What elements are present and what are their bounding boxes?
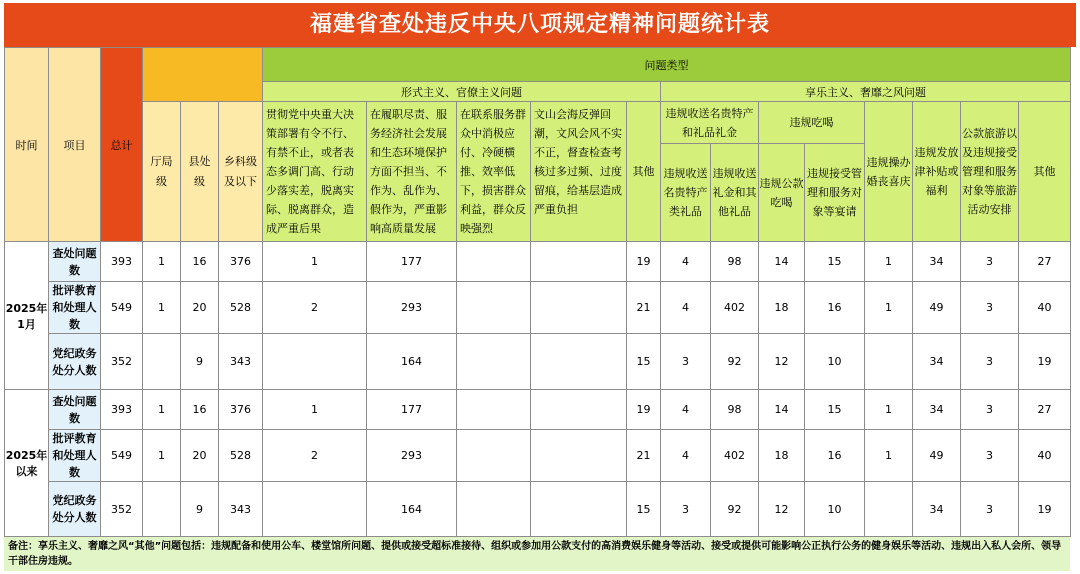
- cell-f2: 177: [367, 242, 457, 282]
- cell-total: 352: [101, 482, 143, 537]
- cell-f1: 1: [263, 390, 367, 430]
- cell-h-gift2: 402: [711, 282, 759, 334]
- cell-xian: 16: [181, 390, 219, 430]
- cell-h-wed: 1: [865, 282, 913, 334]
- cell-h-gift1: 3: [661, 482, 711, 537]
- header-h-eat1: 违规公款吃喝: [759, 144, 805, 242]
- cell-h-eat2: 10: [805, 334, 865, 390]
- cell-h-eat1: 14: [759, 390, 805, 430]
- cell-h-gift1: 4: [661, 430, 711, 482]
- cell-total: 393: [101, 242, 143, 282]
- header-f3: 在联系服务群众中消极应付、冷硬横推、效率低下，损害群众利益，群众反映强烈: [457, 102, 531, 242]
- item-label: 批评教育和处理人数: [49, 282, 101, 334]
- table-row: [5, 482, 1071, 537]
- cell-xiang: 528: [219, 282, 263, 334]
- cell-f2: 164: [367, 482, 457, 537]
- cell-h-wed: [865, 334, 913, 390]
- cell-h-travel: 3: [961, 242, 1019, 282]
- cell-f4: [531, 390, 627, 430]
- cell-f1: 2: [263, 430, 367, 482]
- cell-total: 549: [101, 282, 143, 334]
- header-xian: 县处级: [181, 102, 219, 242]
- header-f2: 在履职尽责、服务经济社会发展和生态环境保护方面不担当、不作为、乱作为、假作为，严重影响高质量发展: [367, 102, 457, 242]
- table-row: [5, 390, 1071, 430]
- header-xiang: 乡科级及以下: [219, 102, 263, 242]
- cell-f2: 177: [367, 390, 457, 430]
- cell-h-eat1: 14: [759, 242, 805, 282]
- header-h-travel: 公款旅游以及违规接受管理和服务对象等旅游活动安排: [961, 102, 1019, 242]
- header-item: 项目: [49, 48, 101, 242]
- cell-f3: [457, 282, 531, 334]
- cell-f3: [457, 334, 531, 390]
- header-h-gift: 违规收送名贵特产和礼品礼金: [661, 102, 759, 144]
- header-level-band: [143, 48, 263, 102]
- cell-xian: 20: [181, 430, 219, 482]
- cell-f3: [457, 390, 531, 430]
- period-label: 2025年1月: [5, 242, 49, 390]
- cell-f1: [263, 334, 367, 390]
- header-h-wed: 违规操办婚丧喜庆: [865, 102, 913, 242]
- cell-xiang: 343: [219, 334, 263, 390]
- header-h-gift1: 违规收送名贵特产类礼品: [661, 144, 711, 242]
- cell-h-travel: 3: [961, 390, 1019, 430]
- cell-f-other: 15: [627, 334, 661, 390]
- cell-h-wed: 1: [865, 390, 913, 430]
- cell-f2: 293: [367, 282, 457, 334]
- cell-ting: [143, 482, 181, 537]
- cell-f-other: 19: [627, 242, 661, 282]
- cell-h-wed: 1: [865, 242, 913, 282]
- item-label: 查处问题数: [49, 390, 101, 430]
- cell-f3: [457, 482, 531, 537]
- header-time: 时间: [5, 48, 49, 242]
- cell-h-allow: 34: [913, 482, 961, 537]
- cell-h-other: 27: [1019, 390, 1071, 430]
- cell-h-gift1: 4: [661, 390, 711, 430]
- cell-h-eat2: 16: [805, 430, 865, 482]
- cell-h-travel: 3: [961, 482, 1019, 537]
- table-row: [5, 430, 1071, 482]
- cell-f-other: 19: [627, 390, 661, 430]
- cell-xiang: 343: [219, 482, 263, 537]
- cell-h-gift2: 98: [711, 242, 759, 282]
- cell-f4: [531, 482, 627, 537]
- header-f-other: 其他: [627, 102, 661, 242]
- cell-h-other: 40: [1019, 282, 1071, 334]
- item-label: 党纪政务处分人数: [49, 482, 101, 537]
- cell-f-other: 21: [627, 282, 661, 334]
- cell-xian: 16: [181, 242, 219, 282]
- cell-h-eat2: 16: [805, 282, 865, 334]
- cell-xian: 9: [181, 334, 219, 390]
- cell-h-eat1: 18: [759, 430, 805, 482]
- cell-f4: [531, 430, 627, 482]
- cell-ting: [143, 334, 181, 390]
- cell-h-wed: [865, 482, 913, 537]
- cell-ting: 1: [143, 430, 181, 482]
- cell-f-other: 15: [627, 482, 661, 537]
- cell-xiang: 528: [219, 430, 263, 482]
- cell-xiang: 376: [219, 242, 263, 282]
- cell-ting: 1: [143, 282, 181, 334]
- cell-h-gift1: 3: [661, 334, 711, 390]
- cell-h-gift2: 92: [711, 334, 759, 390]
- cell-xian: 20: [181, 282, 219, 334]
- item-label: 党纪政务处分人数: [49, 334, 101, 390]
- cell-h-gift2: 92: [711, 482, 759, 537]
- cell-xian: 9: [181, 482, 219, 537]
- cell-h-other: 19: [1019, 334, 1071, 390]
- header-hedonism: 享乐主义、奢靡之风问题: [661, 82, 1071, 102]
- cell-h-other: 27: [1019, 242, 1071, 282]
- item-label: 查处问题数: [49, 242, 101, 282]
- table-row: [5, 282, 1071, 334]
- cell-h-allow: 49: [913, 430, 961, 482]
- header-ting: 厅局级: [143, 102, 181, 242]
- cell-f2: 293: [367, 430, 457, 482]
- cell-h-wed: 1: [865, 430, 913, 482]
- cell-h-eat1: 12: [759, 482, 805, 537]
- cell-f1: 1: [263, 242, 367, 282]
- cell-f2: 164: [367, 334, 457, 390]
- cell-h-travel: 3: [961, 282, 1019, 334]
- item-label: 批评教育和处理人数: [49, 430, 101, 482]
- statistics-table: [4, 47, 1071, 537]
- cell-total: 549: [101, 430, 143, 482]
- cell-h-allow: 34: [913, 242, 961, 282]
- header-total: 总计: [101, 48, 143, 242]
- period-label: 2025年以来: [5, 390, 49, 537]
- cell-f-other: 21: [627, 430, 661, 482]
- header-f4: 文山会海反弹回潮，文风会风不实不正，督查检查考核过多过频、过度留痕，给基层造成严重负担: [531, 102, 627, 242]
- header-formalism: 形式主义、官僚主义问题: [263, 82, 661, 102]
- cell-f1: [263, 482, 367, 537]
- cell-total: 393: [101, 390, 143, 430]
- footnote: 备注：享乐主义、奢靡之风“其他”问题包括：违规配备和使用公车、楼堂馆所问题、提供或接受超标准接待、组织或参加用公款支付的高消费娱乐健身等活动、接受或提供可能影响公正执行公务的健身娱乐等活动、违规出入私人会所、领导干部住房违规。: [4, 537, 1070, 571]
- cell-h-eat1: 18: [759, 282, 805, 334]
- cell-h-travel: 3: [961, 430, 1019, 482]
- header-h-eat: 违规吃喝: [759, 102, 865, 144]
- cell-h-gift1: 4: [661, 242, 711, 282]
- cell-ting: 1: [143, 242, 181, 282]
- cell-h-allow: 34: [913, 334, 961, 390]
- header-h-allow: 违规发放津补贴或福利: [913, 102, 961, 242]
- cell-h-allow: 34: [913, 390, 961, 430]
- cell-h-allow: 49: [913, 282, 961, 334]
- cell-ting: 1: [143, 390, 181, 430]
- cell-h-other: 40: [1019, 430, 1071, 482]
- header-f1: 贯彻党中央重大决策部署有令不行、有禁不止，或者表态多调门高、行动少落实差，脱离实际、脱离群众，造成严重后果: [263, 102, 367, 242]
- cell-h-gift2: 402: [711, 430, 759, 482]
- cell-h-travel: 3: [961, 334, 1019, 390]
- header-problem-type: 问题类型: [263, 48, 1071, 82]
- table-title: 福建省查处违反中央八项规定精神问题统计表: [4, 3, 1076, 47]
- cell-f3: [457, 242, 531, 282]
- cell-f3: [457, 430, 531, 482]
- cell-h-eat2: 15: [805, 390, 865, 430]
- cell-h-eat2: 15: [805, 242, 865, 282]
- cell-f4: [531, 282, 627, 334]
- cell-h-other: 19: [1019, 482, 1071, 537]
- cell-h-eat1: 12: [759, 334, 805, 390]
- table-row: [5, 242, 1071, 282]
- cell-xiang: 376: [219, 390, 263, 430]
- cell-total: 352: [101, 334, 143, 390]
- cell-h-gift1: 4: [661, 282, 711, 334]
- cell-f4: [531, 242, 627, 282]
- table-row: [5, 334, 1071, 390]
- header-h-other: 其他: [1019, 102, 1071, 242]
- cell-h-eat2: 10: [805, 482, 865, 537]
- cell-f4: [531, 334, 627, 390]
- header-h-gift2: 违规收送礼金和其他礼品: [711, 144, 759, 242]
- header-h-eat2: 违规接受管理和服务对象等宴请: [805, 144, 865, 242]
- cell-f1: 2: [263, 282, 367, 334]
- cell-h-gift2: 98: [711, 390, 759, 430]
